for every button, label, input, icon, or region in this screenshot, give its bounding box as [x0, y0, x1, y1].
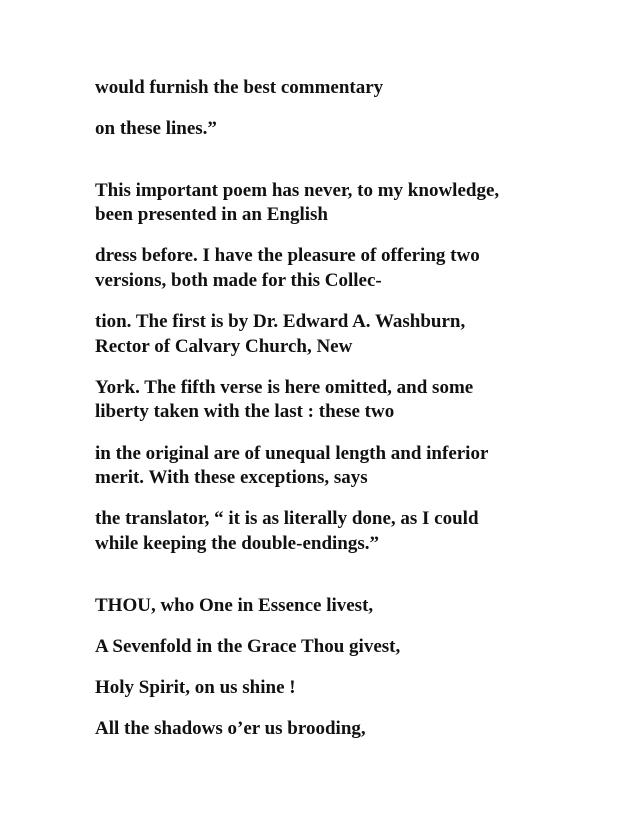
text-line: York. The fifth verse is here omitted, and some: [95, 377, 474, 398]
text-line: merit. With these exceptions, says: [95, 467, 368, 488]
text-line: in the original are of unequal length and inferior: [95, 443, 489, 464]
text-line: would furnish the best commentary: [95, 77, 384, 98]
text-line: tion. The first is by Dr. Edward A. Washburn,: [95, 311, 466, 332]
poem-line: Holy Spirit, on us shine !: [95, 677, 296, 698]
poem-line: THOU, who One in Essence livest,: [95, 595, 374, 616]
text-line: dress before. I have the pleasure of offering two: [95, 245, 480, 266]
text-line: on these lines.”: [95, 118, 217, 139]
text-line: liberty taken with the last : these two: [95, 401, 395, 422]
poem-line: All the shadows o’er us brooding,: [95, 718, 366, 739]
text-line: been presented in an English: [95, 204, 328, 225]
poem-line: A Sevenfold in the Grace Thou givest,: [95, 636, 401, 657]
text-line: This important poem has never, to my knowledge,: [95, 180, 500, 201]
text-line: while keeping the double-endings.”: [95, 533, 379, 554]
text-line: versions, both made for this Collec-: [95, 270, 382, 291]
text-line: Rector of Calvary Church, New: [95, 336, 353, 357]
text-line: the translator, “ it is as literally done, as I could: [95, 508, 479, 529]
